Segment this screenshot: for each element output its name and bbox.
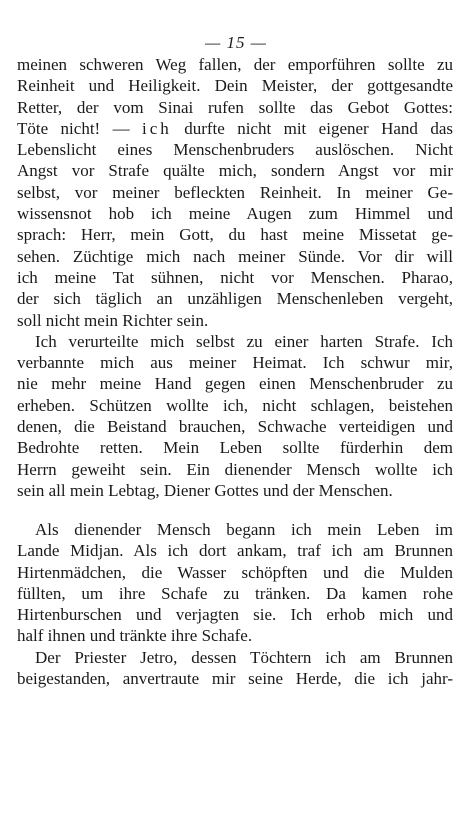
text-line: Reinheit und Heiligkeit. Dein Meister, der gottgesandte bbox=[17, 76, 453, 96]
text-line: Lande Midjan. Als ich dort ankam, traf ich am Brunnen bbox=[17, 541, 453, 561]
text-block-2 bbox=[17, 519, 453, 689]
text-line: denen, die Beistand brauchen, Schwache verteidigen und bbox=[17, 417, 453, 437]
text-line: Ich verurteilte mich selbst zu einer harten Strafe. Ich bbox=[35, 331, 453, 351]
text-block-1 bbox=[17, 54, 453, 501]
text-line: Lebenslicht eines Menschenbruders auslöschen. Nicht bbox=[17, 140, 453, 160]
text-line: meinen schweren Weg fallen, der emporführen sollte zu bbox=[17, 55, 453, 74]
text-line: beigestanden, anvertraute mir seine Herde, die ich jahr- bbox=[17, 669, 453, 689]
text-fragment: Töte nicht! — bbox=[17, 118, 143, 138]
text-line: Angst vor Strafe quälte mich, sondern Angst vor mir bbox=[17, 161, 453, 181]
text-line: sehen. Züchtige mich nach meiner Sünde. Vor dir will bbox=[17, 246, 453, 266]
text-line: verbannte mich aus meiner Heimat. Ich schwur mir, bbox=[17, 353, 453, 373]
text-line: Hirtenburschen und verjagten sie. Ich erhob mich und bbox=[17, 605, 453, 625]
text-line: Herrn geweiht sein. Ein dienender Mensch wollte ich bbox=[17, 459, 453, 479]
page-number: — 15 — bbox=[205, 33, 267, 52]
text-line: sein all mein Lebtag, Diener Gottes und der Menschen. bbox=[17, 480, 393, 500]
text-line: half ihnen und tränkte ihre Schafe. bbox=[17, 626, 253, 646]
text-line: Der Priester Jetro, dessen Töchtern ich am Brunnen bbox=[35, 647, 453, 667]
text-line: ich meine Tat sühnen, nicht vor Menschen. Pharao, bbox=[17, 267, 453, 287]
text-line: der sich täglich an unzähligen Menschenleben vergeht, bbox=[17, 289, 453, 309]
text-line: Als dienender Mensch begann ich mein Leben im bbox=[35, 520, 453, 539]
text-fragment: durfte nicht mit eigener Hand das bbox=[171, 118, 453, 138]
text-line bbox=[17, 118, 453, 139]
text-line: wissensnot hob ich meine Augen zum Himmel und bbox=[17, 204, 453, 224]
text-line: soll nicht mein Richter sein. bbox=[17, 310, 209, 330]
text-line: Bedrohte retten. Mein Leben sollte fürderhin dem bbox=[17, 438, 453, 458]
text-line: Retter, der vom Sinai rufen sollte das Gebot Gottes: bbox=[17, 97, 453, 117]
emphasized-word: ich bbox=[142, 118, 172, 138]
text-line: nie mehr meine Hand gegen einen Menschenbruder zu bbox=[17, 374, 453, 394]
text-line: erheben. Schützen wollte ich, nicht schlagen, beistehen bbox=[17, 395, 453, 415]
text-line: sprach: Herr, mein Gott, du hast meine Missetat ge- bbox=[17, 225, 453, 245]
text-line: füllten, um ihre Schafe zu tränken. Da kamen rohe bbox=[17, 583, 453, 603]
text-line: selbst, vor meiner befleckten Reinheit. In meiner Ge- bbox=[17, 182, 453, 202]
text-line: Hirtenmädchen, die Wasser schöpften und die Mulden bbox=[17, 562, 453, 582]
